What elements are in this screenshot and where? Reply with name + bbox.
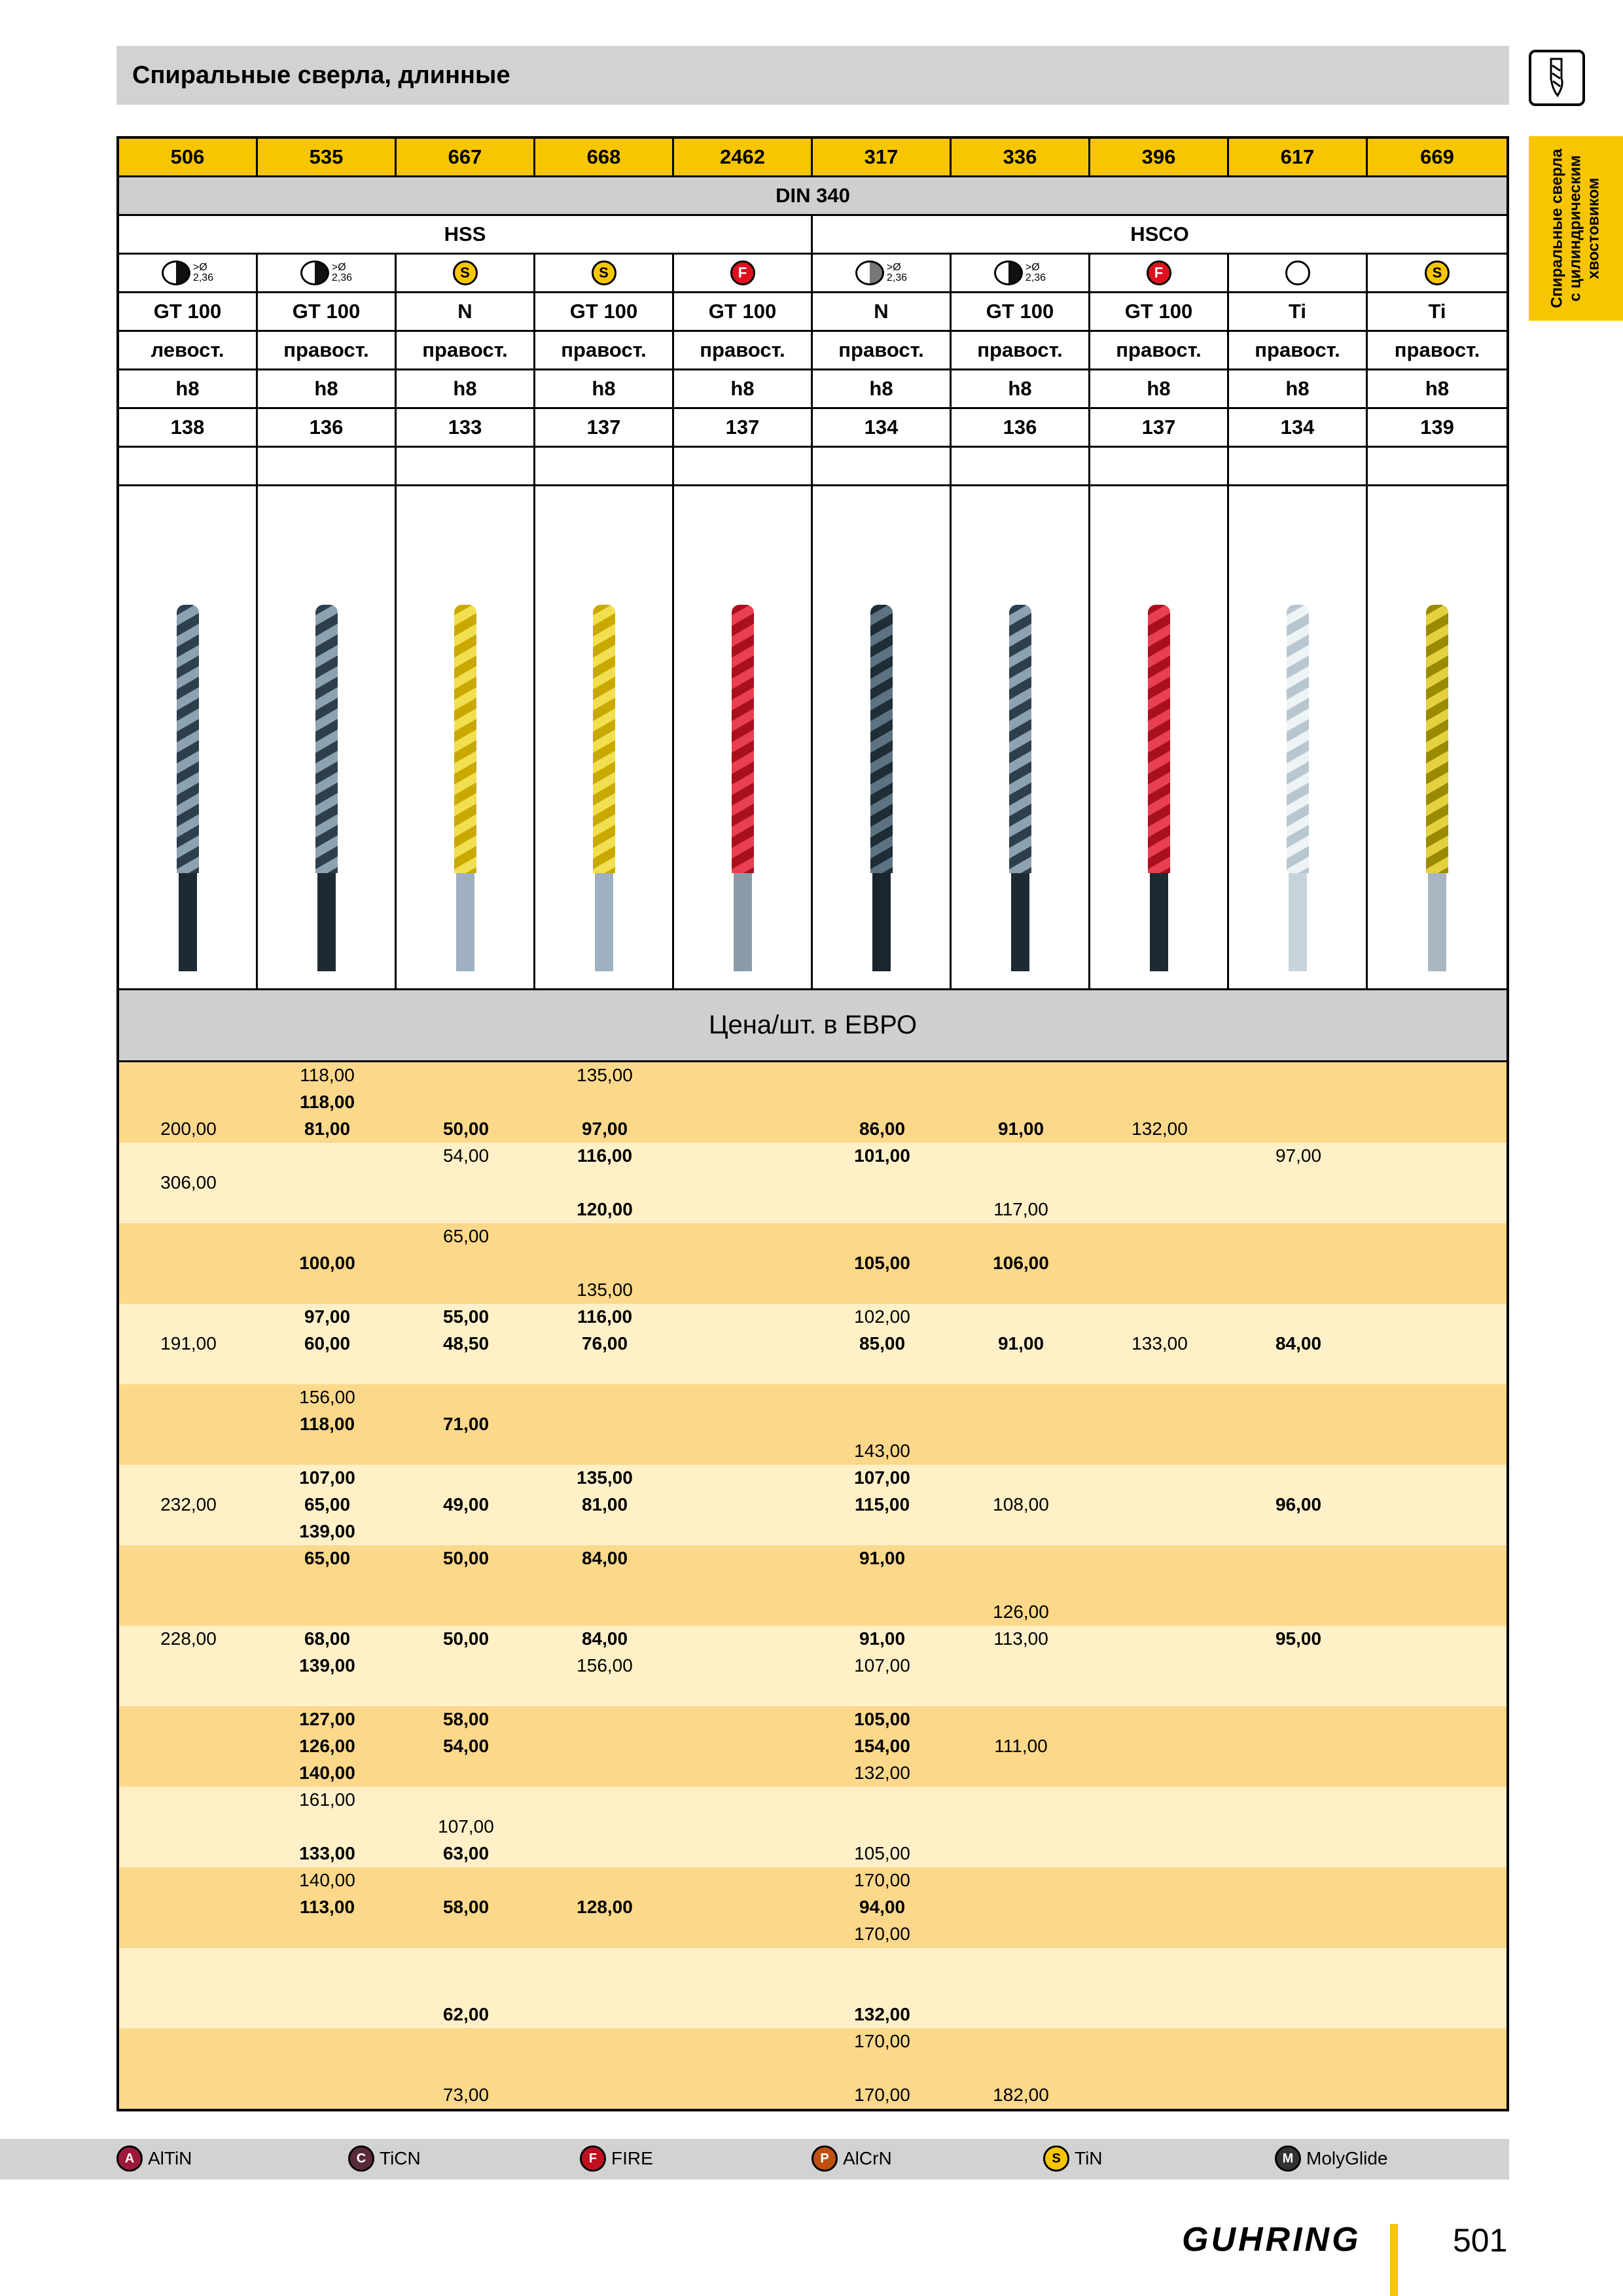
- catalog-page-5: 134: [813, 409, 952, 448]
- brand-accent-bar: [1390, 2224, 1398, 2296]
- price-value: 65,00: [442, 1226, 490, 1246]
- drill-image: [870, 605, 893, 971]
- material-hss: HSS: [119, 216, 813, 255]
- price-value: 91,00: [997, 1333, 1044, 1354]
- price-value: 139,00: [299, 1655, 355, 1676]
- price-value: 102,00: [854, 1306, 910, 1327]
- type-cell-1: GT 100: [258, 293, 397, 332]
- drill-image-row: [119, 486, 1507, 990]
- blank-cell-9: [1368, 448, 1507, 486]
- coating-cell-6: [952, 255, 1090, 293]
- price-value: 81,00: [304, 1119, 351, 1139]
- price-value: 111,00: [994, 1736, 1048, 1756]
- price-value: 55,00: [442, 1306, 490, 1327]
- section-tab[interactable]: [1529, 136, 1623, 321]
- coating-cell-5: [813, 255, 952, 293]
- price-value: 107,00: [854, 1655, 910, 1676]
- drill-image: [732, 605, 754, 971]
- tolerance-cell-7: h8: [1090, 370, 1229, 409]
- coating-cell-0: [119, 255, 258, 293]
- price-value: 94,00: [859, 1897, 906, 1917]
- type-cell-8: Ti: [1229, 293, 1368, 332]
- price-value: 91,00: [997, 1119, 1044, 1139]
- coating-icon: F: [730, 260, 755, 285]
- price-value: 84,00: [1275, 1333, 1322, 1354]
- coating-cell-3: [535, 255, 674, 293]
- price-value: 170,00: [854, 2085, 910, 2105]
- coating-cell-7: [1090, 255, 1229, 293]
- page-number: 501: [1453, 2222, 1508, 2259]
- drill-image: [454, 605, 476, 971]
- coating-cell-2: [397, 255, 535, 293]
- price-value: 118,00: [300, 1065, 355, 1085]
- catalog-page-8: 134: [1229, 409, 1368, 448]
- price-value: 71,00: [442, 1414, 490, 1434]
- catalog-page-7: 137: [1090, 409, 1229, 448]
- price-value: 50,00: [442, 1119, 490, 1139]
- price-value: 154,00: [854, 1736, 910, 1756]
- price-value: 133,00: [299, 1843, 355, 1863]
- blank-cell-4: [674, 448, 813, 486]
- price-value: 135,00: [577, 1065, 633, 1085]
- type-cell-7: GT 100: [1090, 293, 1229, 332]
- price-value: 139,00: [299, 1521, 355, 1541]
- catalog-page-4: 137: [674, 409, 813, 448]
- standard-row: DIN 340: [119, 177, 1507, 216]
- price-value: 118,00: [299, 1414, 355, 1434]
- coating-icon: S: [1425, 260, 1450, 285]
- tolerance-cell-3: h8: [535, 370, 674, 409]
- price-value: 306,00: [160, 1172, 217, 1193]
- price-header: Цена/шт. в ЕВРО: [119, 990, 1507, 1062]
- article-code-1: 535: [258, 139, 397, 177]
- section-tab-line2: с цилиндрическим: [1567, 155, 1585, 302]
- tolerance-row: [119, 370, 1507, 409]
- price-value: 135,00: [577, 1467, 633, 1488]
- price-band: [119, 2028, 1507, 2109]
- blank-cell-5: [813, 448, 952, 486]
- price-value: 62,00: [442, 2004, 490, 2024]
- catalog-page-6: 136: [952, 409, 1090, 448]
- catalog-page-3: 137: [535, 409, 674, 448]
- price-value: 96,00: [1275, 1494, 1322, 1515]
- catalog-page-1: 136: [258, 409, 397, 448]
- price-value: 126,00: [299, 1736, 355, 1756]
- price-value: 91,00: [859, 1628, 906, 1649]
- price-value: 113,00: [993, 1628, 1048, 1649]
- page-title: Спиральные сверла, длинные: [132, 61, 510, 89]
- price-value: 200,00: [160, 1119, 217, 1139]
- coating-icon: F: [1147, 260, 1171, 285]
- drill-cell-3: [535, 486, 674, 990]
- type-row: [119, 293, 1507, 332]
- price-value: 50,00: [442, 1548, 490, 1568]
- price-value: 97,00: [1275, 1145, 1322, 1166]
- rotation-cell-5: правост.: [813, 332, 952, 370]
- blank-cell-7: [1090, 448, 1229, 486]
- coating-icon-row: [119, 255, 1507, 293]
- section-tab-line1: Спиральные сверла: [1548, 149, 1567, 308]
- legend-coating-icon: C: [348, 2145, 374, 2172]
- type-cell-5: N: [813, 293, 952, 332]
- rotation-cell-4: правост.: [674, 332, 813, 370]
- price-value: 117,00: [993, 1199, 1048, 1219]
- price-value: 58,00: [442, 1709, 490, 1729]
- price-value: 228,00: [160, 1628, 217, 1649]
- coating-half-icon: [162, 260, 190, 285]
- price-value: 118,00: [299, 1092, 355, 1112]
- drill-cell-7: [1090, 486, 1229, 990]
- blank-cell-1: [258, 448, 397, 486]
- article-code-6: 336: [952, 139, 1090, 177]
- price-value: 76,00: [581, 1333, 628, 1354]
- rotation-cell-9: правост.: [1368, 332, 1507, 370]
- price-value: 105,00: [854, 1709, 910, 1729]
- type-cell-9: Ti: [1368, 293, 1507, 332]
- legend-label: AlTiN: [148, 2148, 192, 2168]
- drill-image: [177, 605, 199, 971]
- coating-cell-8: [1229, 255, 1368, 293]
- price-value: 126,00: [993, 1602, 1049, 1622]
- price-value: 105,00: [854, 1253, 910, 1273]
- coating-legend: [0, 2139, 1509, 2179]
- section-tab-line3: хвостовиком: [1585, 177, 1603, 279]
- legend-item: [1275, 2145, 1387, 2172]
- catalog-page-0: 138: [119, 409, 258, 448]
- catalog-page-9: 139: [1368, 409, 1507, 448]
- price-value: 97,00: [581, 1119, 628, 1139]
- article-code-5: 317: [813, 139, 952, 177]
- drill-cell-9: [1368, 486, 1507, 990]
- tolerance-cell-8: h8: [1229, 370, 1368, 409]
- diameter-note: >Ø 2,36: [1025, 262, 1046, 283]
- price-value: 58,00: [442, 1897, 490, 1917]
- price-value: 116,00: [577, 1306, 633, 1327]
- diameter-note: >Ø 2,36: [192, 262, 214, 283]
- price-value: 127,00: [299, 1709, 355, 1729]
- drill-category-icon: [1529, 50, 1585, 106]
- rotation-cell-7: правост.: [1090, 332, 1229, 370]
- price-value: 135,00: [577, 1280, 633, 1300]
- rotation-cell-8: правост.: [1229, 332, 1368, 370]
- rotation-cell-3: правост.: [535, 332, 674, 370]
- article-code-3: 668: [535, 139, 674, 177]
- drill-cell-1: [258, 486, 397, 990]
- tolerance-cell-5: h8: [813, 370, 952, 409]
- type-cell-2: N: [397, 293, 535, 332]
- article-code-4: 2462: [674, 139, 813, 177]
- page-title-bar: [116, 46, 1509, 105]
- price-value: 170,00: [854, 2031, 910, 2051]
- price-value: 100,00: [299, 1253, 355, 1273]
- price-value: 86,00: [859, 1119, 906, 1139]
- price-value: 115,00: [854, 1494, 910, 1515]
- price-value: 81,00: [581, 1494, 628, 1515]
- type-cell-0: GT 100: [119, 293, 258, 332]
- tolerance-cell-0: h8: [119, 370, 258, 409]
- coating-half-icon: [855, 260, 884, 285]
- legend-coating-icon: A: [116, 2145, 143, 2172]
- price-value: 170,00: [854, 1924, 910, 1944]
- catalog-page-2: 133: [397, 409, 535, 448]
- price-value: 63,00: [442, 1843, 490, 1863]
- legend-label: TiN: [1075, 2148, 1103, 2168]
- drill-image: [1287, 605, 1309, 971]
- price-value: 140,00: [299, 1763, 355, 1783]
- brand-logo: GUHRING: [1182, 2221, 1361, 2259]
- drill-image: [315, 605, 338, 971]
- price-value: 191,00: [160, 1333, 217, 1354]
- rotation-row: [119, 332, 1507, 370]
- price-value: 156,00: [577, 1655, 633, 1676]
- price-value: 107,00: [299, 1467, 355, 1488]
- blank-cell-2: [397, 448, 535, 486]
- price-value: 91,00: [859, 1548, 906, 1568]
- blank-cell-6: [952, 448, 1090, 486]
- price-value: 49,00: [442, 1494, 490, 1515]
- price-value: 143,00: [854, 1441, 910, 1461]
- price-value: 54,00: [442, 1736, 490, 1756]
- price-value: 65,00: [304, 1494, 351, 1515]
- drill-cell-5: [813, 486, 952, 990]
- price-value: 73,00: [442, 2085, 490, 2105]
- type-cell-6: GT 100: [952, 293, 1090, 332]
- diameter-note: >Ø 2,36: [886, 262, 908, 283]
- rotation-cell-2: правост.: [397, 332, 535, 370]
- price-value: 48,50: [442, 1333, 490, 1354]
- price-value: 68,00: [304, 1628, 351, 1649]
- price-value: 161,00: [299, 1789, 355, 1810]
- drill-cell-0: [119, 486, 258, 990]
- price-value: 120,00: [577, 1199, 633, 1219]
- price-value: 140,00: [299, 1870, 355, 1890]
- drill-image: [1009, 605, 1031, 971]
- rotation-cell-6: правост.: [952, 332, 1090, 370]
- coating-cell-1: [258, 255, 397, 293]
- tolerance-cell-1: h8: [258, 370, 397, 409]
- coating-half-icon: [300, 260, 329, 285]
- blank-cell-8: [1229, 448, 1368, 486]
- article-code-row: [119, 139, 1507, 177]
- price-value: 50,00: [442, 1628, 490, 1649]
- coating-cell-9: [1368, 255, 1507, 293]
- price-value: 116,00: [577, 1145, 633, 1166]
- price-value: 232,00: [160, 1494, 217, 1515]
- coating-icon: S: [453, 260, 478, 285]
- tolerance-cell-9: h8: [1368, 370, 1507, 409]
- rotation-cell-1: правост.: [258, 332, 397, 370]
- legend-label: FIRE: [611, 2148, 653, 2168]
- blank-cell-0: [119, 448, 258, 486]
- tolerance-cell-4: h8: [674, 370, 813, 409]
- price-value: 132,00: [1132, 1119, 1188, 1139]
- price-value: 133,00: [1132, 1333, 1188, 1354]
- drill-cell-8: [1229, 486, 1368, 990]
- legend-coating-icon: F: [580, 2145, 606, 2172]
- legend-label: AlCrN: [843, 2148, 892, 2168]
- legend-coating-icon: S: [1043, 2145, 1069, 2172]
- coating-half-icon: [994, 260, 1023, 285]
- price-value: 65,00: [304, 1548, 351, 1568]
- drill-cell-6: [952, 486, 1090, 990]
- article-code-9: 669: [1368, 139, 1507, 177]
- price-value: 85,00: [859, 1333, 906, 1354]
- type-cell-4: GT 100: [674, 293, 813, 332]
- price-value: 95,00: [1275, 1628, 1322, 1649]
- article-code-7: 396: [1090, 139, 1229, 177]
- coating-cell-4: [674, 255, 813, 293]
- drill-cell-4: [674, 486, 813, 990]
- material-hsco: HSCO: [813, 216, 1507, 255]
- coating-icon: [1285, 260, 1310, 285]
- legend-item: [116, 2145, 192, 2172]
- article-code-2: 667: [397, 139, 535, 177]
- legend-coating-icon: M: [1275, 2145, 1301, 2172]
- price-value: 132,00: [854, 2004, 910, 2024]
- price-grid: [119, 1062, 1507, 2109]
- blank-row: [119, 448, 1507, 486]
- product-table: [116, 136, 1509, 2111]
- legend-label: TiCN: [380, 2148, 421, 2168]
- price-value: 113,00: [299, 1897, 355, 1917]
- price-value: 132,00: [854, 1763, 910, 1783]
- catalog-page-row: [119, 409, 1507, 448]
- article-code-0: 506: [119, 139, 258, 177]
- price-value: 106,00: [993, 1253, 1049, 1273]
- rotation-cell-0: левост.: [119, 332, 258, 370]
- price-value: 182,00: [993, 2085, 1049, 2105]
- price-value: 108,00: [993, 1494, 1049, 1515]
- price-value: 156,00: [299, 1387, 355, 1407]
- price-value: 84,00: [581, 1628, 628, 1649]
- drill-image: [1426, 605, 1448, 971]
- price-value: 60,00: [304, 1333, 351, 1354]
- drill-image: [1148, 605, 1170, 971]
- drill-cell-2: [397, 486, 535, 990]
- drill-image: [593, 605, 615, 971]
- article-code-8: 617: [1229, 139, 1368, 177]
- price-value: 170,00: [854, 1870, 910, 1890]
- legend-item: [812, 2145, 892, 2172]
- price-value: 107,00: [854, 1467, 910, 1488]
- material-row: [119, 216, 1507, 255]
- price-value: 105,00: [854, 1843, 910, 1863]
- diameter-note: >Ø 2,36: [331, 262, 353, 283]
- price-value: 97,00: [304, 1306, 351, 1327]
- tolerance-cell-2: h8: [397, 370, 535, 409]
- legend-label: MolyGlide: [1306, 2148, 1388, 2168]
- legend-item: [1043, 2145, 1103, 2172]
- price-value: 54,00: [442, 1145, 490, 1166]
- legend-item: [580, 2145, 653, 2172]
- blank-cell-3: [535, 448, 674, 486]
- coating-icon: S: [592, 260, 616, 285]
- legend-coating-icon: P: [812, 2145, 838, 2172]
- legend-item: [348, 2145, 421, 2172]
- price-value: 128,00: [577, 1897, 633, 1917]
- price-value: 107,00: [438, 1816, 494, 1837]
- price-value: 101,00: [854, 1145, 910, 1166]
- type-cell-3: GT 100: [535, 293, 674, 332]
- price-value: 84,00: [581, 1548, 628, 1568]
- price-band: [119, 1948, 1507, 2028]
- tolerance-cell-6: h8: [952, 370, 1090, 409]
